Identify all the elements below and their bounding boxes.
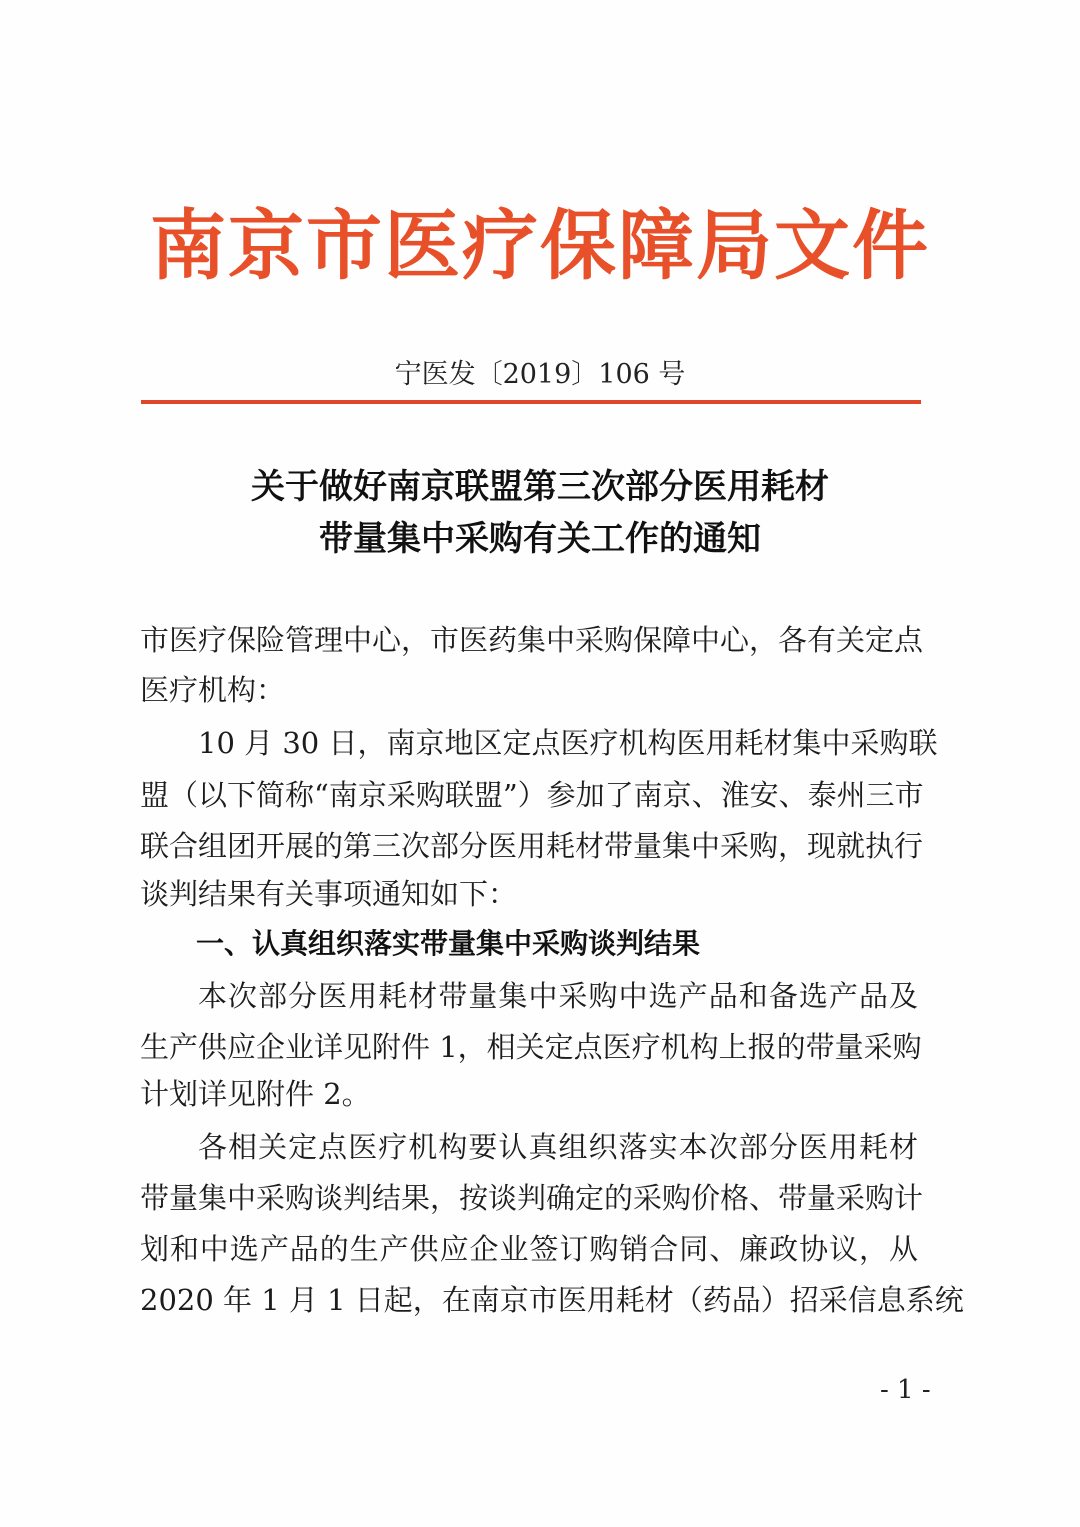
notice-title-line-1: 关于做好南京联盟第三次部分医用耗材 (251, 467, 829, 507)
masthead-title: 南京市医疗保障局文件 (150, 201, 930, 290)
paragraph-2-line-3: 计划详见附件 2。 (140, 1077, 371, 1111)
paragraph-2-line-1: 本次部分医用耗材带量集中采购中选产品和备选产品及 (198, 979, 918, 1013)
paragraph-3-line-4: 2020 年 1 月 1 日起，在南京市医用耗材（药品）招采信息系统 (140, 1283, 964, 1317)
page-number: - 1 - (880, 1375, 931, 1405)
paragraph-1-line-1: 10 月 30 日，南京地区定点医疗机构医用耗材集中采购联 (198, 726, 938, 760)
document-number: 宁医发〔2019〕106 号 (394, 359, 686, 390)
paragraph-3-line-2: 带量集中采购谈判结果，按谈判确定的采购价格、带量采购计 (140, 1181, 924, 1215)
notice-title-line-2: 带量集中采购有关工作的通知 (319, 519, 761, 559)
red-divider-line (141, 400, 921, 404)
paragraph-1-line-4: 谈判结果有关事项通知如下： (140, 877, 518, 911)
paragraph-3-line-3: 划和中选产品的生产供应企业签订购销合同、廉政协议，从 (140, 1232, 918, 1266)
paragraph-1-line-2: 盟（以下简称“南京采购联盟”）参加了南京、淮安、泰州三市 (140, 778, 924, 812)
paragraph-1-line-3: 联合组团开展的第三次部分医用耗材带量集中采购，现就执行 (140, 829, 924, 863)
addressee-line-2: 医疗机构： (140, 673, 286, 707)
paragraph-2-line-2: 生产供应企业详见附件 1，相关定点医疗机构上报的带量采购 (140, 1030, 922, 1064)
addressee-line-1: 市医疗保险管理中心，市医药集中采购保障中心，各有关定点 (140, 623, 924, 657)
paragraph-3-line-1: 各相关定点医疗机构要认真组织落实本次部分医用耗材 (198, 1130, 918, 1164)
section-1-heading: 一、认真组织落实带量集中采购谈判结果 (196, 927, 701, 960)
